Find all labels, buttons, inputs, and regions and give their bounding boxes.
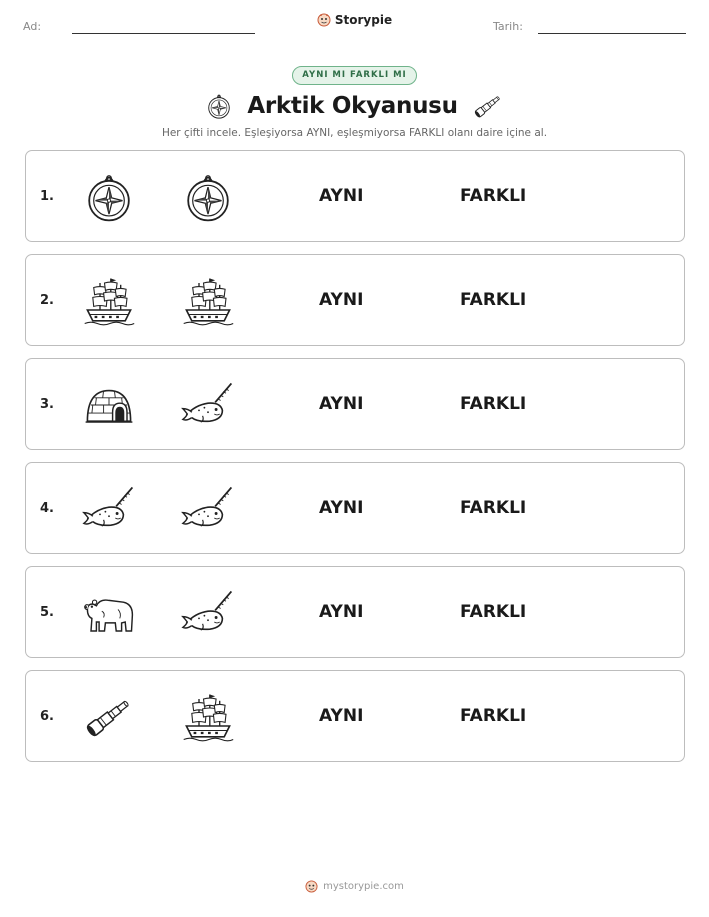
ship-icon	[81, 274, 137, 328]
option-same[interactable]: AYNI	[319, 706, 364, 726]
option-same[interactable]: AYNI	[319, 290, 364, 310]
row-number: 1.	[40, 188, 54, 204]
compass-icon	[180, 170, 236, 224]
spyglass-icon	[472, 90, 504, 122]
row-number: 6.	[40, 708, 54, 724]
option-different[interactable]: FARKLI	[460, 706, 527, 726]
option-different[interactable]: FARKLI	[460, 290, 527, 310]
exercise-row	[25, 254, 685, 346]
footer-url: mystorypie.com	[323, 881, 404, 892]
polar-bear-icon	[81, 586, 137, 640]
name-label: Ad:	[23, 20, 42, 33]
exercise-row	[25, 566, 685, 658]
row-number: 3.	[40, 396, 54, 412]
narwhal-icon	[180, 378, 236, 432]
igloo-icon	[81, 378, 137, 432]
title-row	[0, 90, 709, 122]
option-same[interactable]: AYNI	[319, 498, 364, 518]
storypie-logo-icon	[317, 13, 331, 27]
compass-icon	[81, 170, 137, 224]
narwhal-icon	[180, 586, 236, 640]
option-different[interactable]: FARKLI	[460, 602, 527, 622]
option-different[interactable]: FARKLI	[460, 186, 527, 206]
option-different[interactable]: FARKLI	[460, 394, 527, 414]
compass-icon	[205, 92, 233, 120]
ship-icon	[180, 690, 236, 744]
brand	[0, 13, 709, 27]
narwhal-icon	[81, 482, 137, 536]
row-number: 5.	[40, 604, 54, 620]
narwhal-icon	[180, 482, 236, 536]
option-same[interactable]: AYNI	[319, 186, 364, 206]
row-number: 4.	[40, 500, 54, 516]
option-different[interactable]: FARKLI	[460, 498, 527, 518]
exercise-row	[25, 670, 685, 762]
brand-name: Storypie	[334, 13, 393, 27]
ship-icon	[180, 274, 236, 328]
option-same[interactable]: AYNI	[319, 394, 364, 414]
page-title: Arktik Okyanusu	[247, 93, 458, 119]
footer	[0, 880, 709, 893]
spyglass-icon	[81, 690, 137, 744]
exercise-row	[25, 462, 685, 554]
category-badge: AYNI MI FARKLI MI	[292, 66, 416, 85]
date-label: Tarih:	[493, 20, 523, 33]
date-line[interactable]	[538, 33, 686, 34]
storypie-logo-icon	[305, 880, 318, 893]
exercise-row	[25, 150, 685, 242]
option-same[interactable]: AYNI	[319, 602, 364, 622]
instructions: Her çifti incele. Eşleşiyorsa AYNI, eşleşmiyorsa FARKLI olanı daire içine al.	[161, 127, 548, 139]
name-line[interactable]	[72, 33, 255, 34]
exercise-row	[25, 358, 685, 450]
row-number: 2.	[40, 292, 54, 308]
